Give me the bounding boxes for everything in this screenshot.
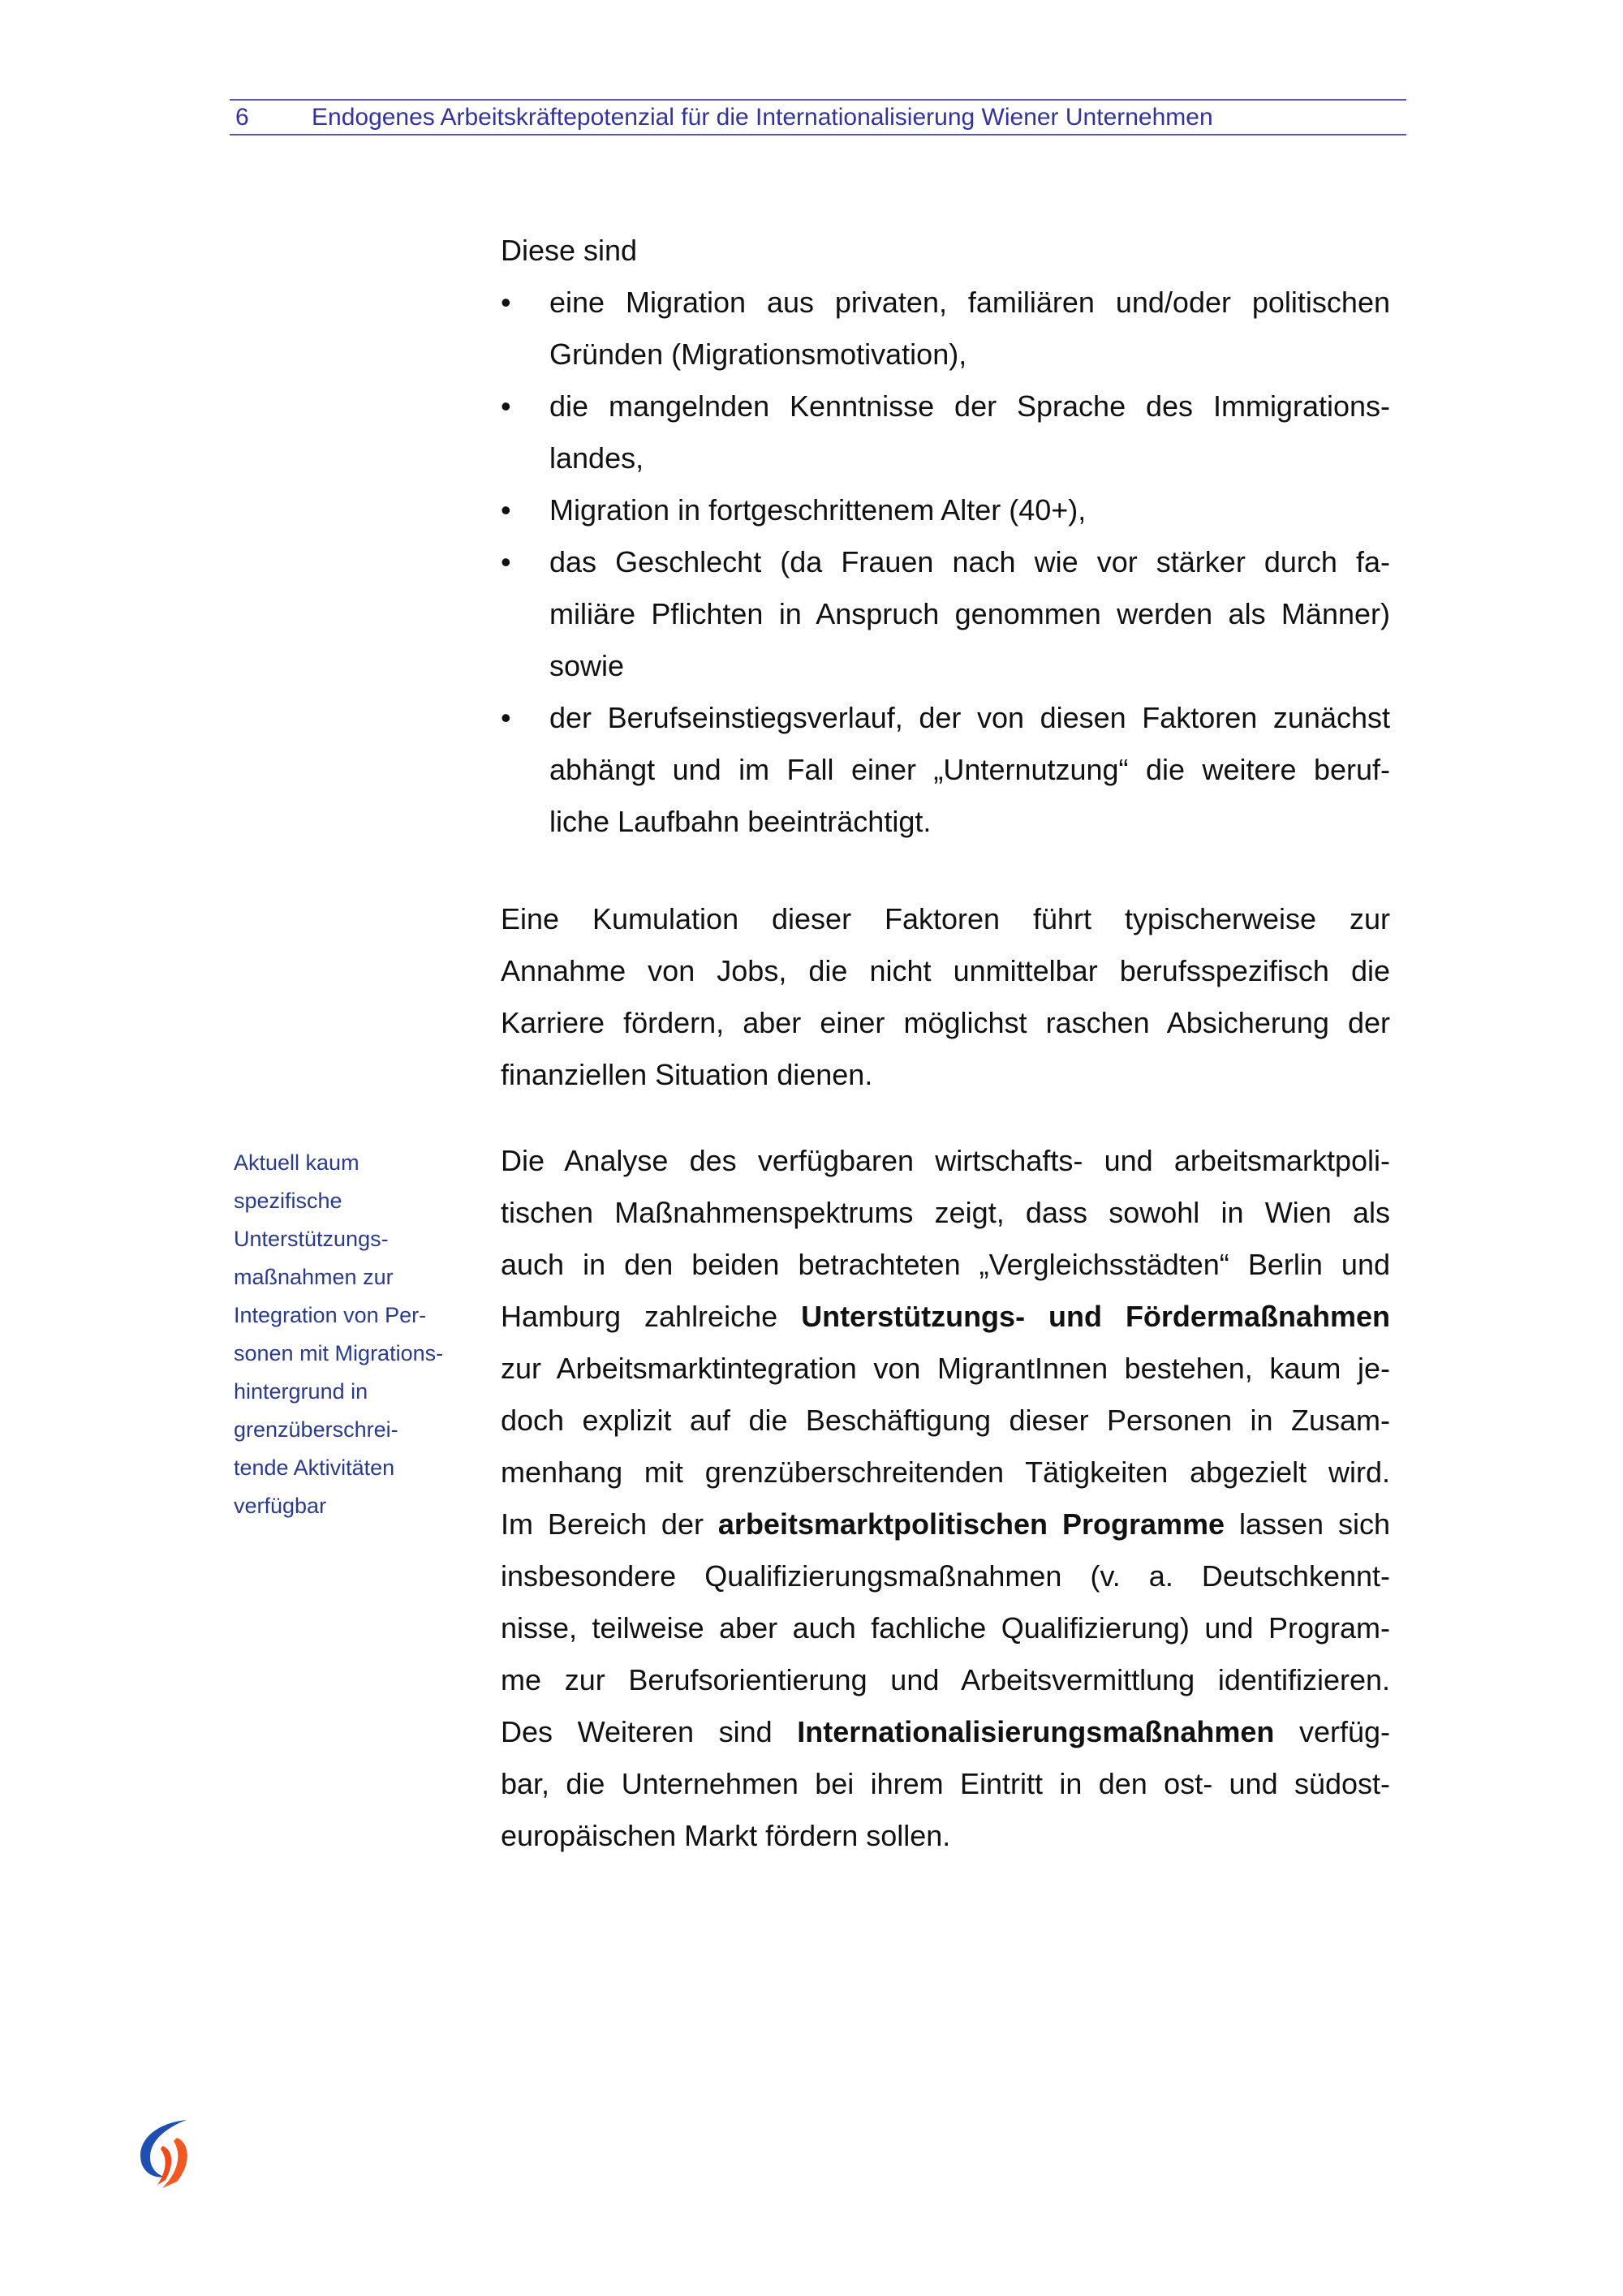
bullet-item bbox=[501, 692, 1390, 848]
text-line bbox=[501, 945, 1390, 997]
text-span: Annahme von Jobs, die nicht unmittelbar berufsspezifisch die bbox=[501, 954, 1390, 987]
bullet-item bbox=[501, 536, 1390, 692]
bullet-line: die mangelnden Kenntnisse der Sprache des Immigrations- bbox=[549, 389, 1390, 423]
header-rule-bottom bbox=[230, 134, 1406, 135]
text-span: verfüg- bbox=[1274, 1715, 1391, 1748]
bullet-line: das Geschlecht (da Frauen nach wie vor stärker durch fa- bbox=[549, 545, 1390, 578]
text-line bbox=[501, 1706, 1390, 1758]
text-span: me zur Berufsorientierung und Arbeitsvermittlung identifizieren. bbox=[501, 1663, 1390, 1696]
text-line bbox=[501, 1049, 1390, 1101]
text-span: tischen Maßnahmenspektrums zeigt, dass sowohl in Wien als bbox=[501, 1196, 1390, 1229]
margin-note-line: maßnahmen zur bbox=[234, 1265, 394, 1289]
text-span: doch explizit auf die Beschäftigung dieser Personen in Zusam- bbox=[501, 1404, 1390, 1437]
bullet-icon: • bbox=[501, 286, 511, 319]
intro-block bbox=[501, 225, 1390, 848]
bold-term: Unterstützungs- und Fördermaßnahmen bbox=[801, 1300, 1390, 1333]
text-span: Die Analyse des verfügbaren wirtschafts- und arbeitsmarktpoli- bbox=[501, 1144, 1390, 1177]
text-span: finanziellen Situation dienen. bbox=[501, 1058, 873, 1091]
margin-note-line: Unterstützungs- bbox=[234, 1227, 389, 1251]
margin-note-line: tende Aktivitäten bbox=[234, 1455, 395, 1480]
text-line bbox=[501, 1758, 1390, 1810]
bullet-item bbox=[501, 277, 1390, 381]
bullet-item bbox=[501, 381, 1390, 484]
logo-icon bbox=[130, 2113, 203, 2191]
bullet-line: der Berufseinstiegsverlauf, der von diesen Faktoren zunächst bbox=[549, 701, 1390, 734]
text-span: Des Weiteren sind bbox=[501, 1715, 798, 1748]
bullet-icon: • bbox=[501, 493, 511, 527]
bullet-list bbox=[501, 277, 1390, 848]
margin-note-line: verfügbar bbox=[234, 1494, 327, 1518]
text-line bbox=[501, 1498, 1390, 1550]
bullet-line: liche Laufbahn beeinträchtigt. bbox=[549, 805, 932, 838]
bullet-line: abhängt und im Fall einer „Unternutzung“ die weitere beruf- bbox=[549, 753, 1390, 786]
text-line bbox=[501, 1602, 1390, 1654]
bold-term: Internationalisierungsmaßnahmen bbox=[797, 1715, 1275, 1748]
text-line bbox=[501, 1187, 1390, 1239]
bullet-icon: • bbox=[501, 389, 511, 423]
text-span: zur Arbeitsmarktintegration von MigrantInnen bestehen, kaum je- bbox=[501, 1352, 1390, 1385]
bullet-line: miliäre Pflichten in Anspruch genommen werden als Männer) bbox=[549, 597, 1390, 630]
text-span: europäischen Markt fördern sollen. bbox=[501, 1819, 951, 1852]
bullet-icon: • bbox=[501, 545, 511, 578]
text-line bbox=[501, 1810, 1390, 1862]
text-span: insbesondere Qualifizierungsmaßnahmen (v. a. Deutschkennt- bbox=[501, 1559, 1390, 1593]
margin-note bbox=[234, 1144, 443, 1525]
bullet-icon: • bbox=[501, 701, 511, 734]
text-line bbox=[501, 1395, 1390, 1447]
text-line bbox=[501, 1654, 1390, 1706]
margin-note-line: Aktuell kaum bbox=[234, 1150, 359, 1175]
text-span: auch in den beiden betrachteten „Vergleichsstädten“ Berlin und bbox=[501, 1248, 1390, 1281]
text-line bbox=[501, 1550, 1390, 1602]
text-line bbox=[501, 1291, 1390, 1343]
bullet-line: Gründen (Migrationsmotivation), bbox=[549, 338, 967, 371]
page-number: 6 bbox=[235, 104, 249, 131]
bold-term: arbeitsmarktpolitischen Programme bbox=[717, 1507, 1225, 1541]
intro-text: Diese sind bbox=[501, 234, 638, 267]
bullet-line: sowie bbox=[549, 649, 625, 682]
text-span: menhang mit grenzüberschreitenden Tätigkeiten abgezielt wird. bbox=[501, 1455, 1390, 1489]
margin-note-line: spezifische bbox=[234, 1189, 342, 1213]
margin-note-line: sonen mit Migrations- bbox=[234, 1341, 444, 1365]
bullet-line: Migration in fortgeschrittenem Alter (40+), bbox=[549, 493, 1087, 527]
margin-note-line: Integration von Per- bbox=[234, 1303, 427, 1327]
bullet-line: landes, bbox=[549, 441, 644, 475]
text-line bbox=[501, 1239, 1390, 1291]
text-span: Eine Kumulation dieser Faktoren führt typischerweise zur bbox=[501, 902, 1390, 935]
text-span: Karriere fördern, aber einer möglichst raschen Absicherung der bbox=[501, 1006, 1390, 1039]
bullet-line: eine Migration aus privaten, familiären und/oder politischen bbox=[549, 286, 1390, 319]
margin-note-line: grenzüberschrei- bbox=[234, 1417, 398, 1442]
text-span: bar, die Unternehmen bei ihrem Eintritt in den ost- und südost- bbox=[501, 1767, 1390, 1800]
running-title: Endogenes Arbeitskräftepotenzial für die Internationalisierung Wiener Unternehmen bbox=[312, 104, 1213, 131]
paragraph-3 bbox=[501, 1135, 1390, 1862]
text-line bbox=[501, 1447, 1390, 1498]
text-line bbox=[501, 997, 1390, 1049]
bullet-item bbox=[501, 484, 1390, 536]
text-span: Im Bereich der bbox=[501, 1507, 718, 1541]
text-span: nisse, teilweise aber auch fachliche Qualifizierung) und Program- bbox=[501, 1611, 1390, 1645]
text-span: Hamburg zahlreiche bbox=[501, 1300, 802, 1333]
text-span: lassen sich bbox=[1225, 1507, 1391, 1541]
text-line bbox=[501, 1343, 1390, 1395]
text-line bbox=[501, 893, 1390, 945]
text-line bbox=[501, 1135, 1390, 1187]
margin-note-line: hintergrund in bbox=[234, 1379, 368, 1404]
paragraph-2 bbox=[501, 893, 1390, 1101]
